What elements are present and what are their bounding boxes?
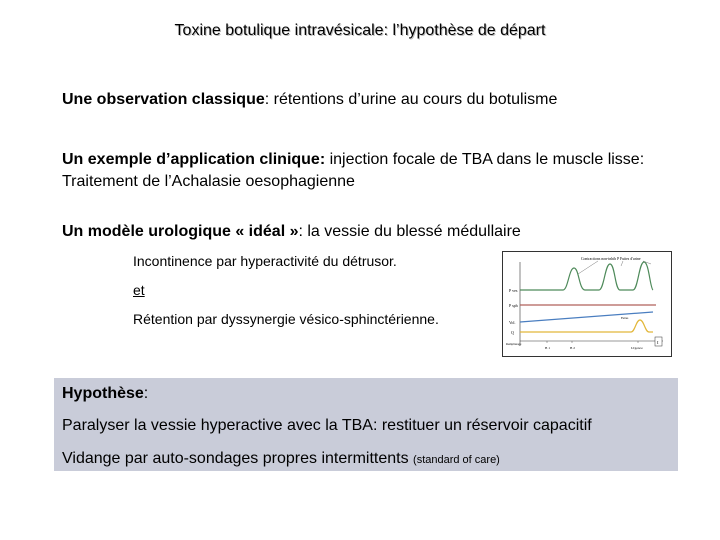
clinical-example-paragraph: [62, 149, 662, 193]
sub-item-et: et: [133, 282, 145, 298]
label-pves: P ves: [509, 288, 518, 293]
hypothesis-vidange-text: Vidange par auto-sondages propres intermittents: [62, 450, 414, 467]
label-q: Q: [511, 330, 514, 335]
label-vol: Vol.: [509, 320, 516, 325]
hypothesis-line-paralyser: Paralyser la vessie hyperactive avec la TBA: restituer un réservoir capacitif: [62, 417, 592, 434]
label-fuites: Fuites: [621, 316, 629, 320]
label-b1: B 1: [545, 346, 550, 350]
clinical-example-heading: Un exemple d’application clinique:: [62, 151, 326, 168]
label-psph: P sph: [509, 303, 518, 308]
caption-arrow: [578, 261, 598, 274]
observation-paragraph: [62, 89, 682, 111]
caption-arrow: [621, 261, 623, 266]
sub-item-incontinence: Incontinence par hyperactivité du détrusor.: [133, 253, 397, 269]
label-b2: B 2: [570, 346, 575, 350]
urodynamic-figure: [502, 251, 672, 357]
hypothesis-heading: [62, 385, 148, 403]
hypothesis-heading-colon: :: [143, 385, 149, 402]
urodynamic-graph: [503, 252, 671, 356]
observation-heading: Une observation classique: [62, 91, 265, 108]
q-curve: [520, 320, 653, 332]
label-t: t: [657, 341, 659, 346]
hypothesis-heading-bold: Hypothèse: [62, 385, 144, 402]
vol-curve: [520, 312, 653, 322]
observation-text: : rétentions d’urine au cours du botulisme: [264, 91, 558, 108]
hypothesis-line-vidange: [62, 450, 500, 468]
hypothesis-standard-of-care: (standard of care): [413, 454, 500, 466]
hypothesis-box: [54, 378, 678, 471]
slide-title: Toxine botulique intravésicale: l’hypothèse de départ: [174, 22, 546, 39]
urologic-model-text: : la vessie du blessé médullaire: [298, 223, 521, 240]
figure-caption-top: Contractions non-inhib P Fuites d'urine: [581, 257, 641, 261]
pves-curve: [520, 262, 653, 290]
urologic-model-heading: Un modèle urologique « idéal »: [62, 223, 299, 240]
sub-item-retention: Rétention par dyssynergie vésico-sphinctérienne.: [133, 311, 439, 327]
label-urgence: Urgence: [631, 346, 643, 350]
urologic-model-paragraph: [62, 221, 682, 243]
clinical-example-text: injection focale de TBA dans le muscle lisse: Traitement de l’Achalasie oesophagienne: [62, 151, 645, 190]
label-remplissage: Remplissage: [506, 342, 522, 346]
